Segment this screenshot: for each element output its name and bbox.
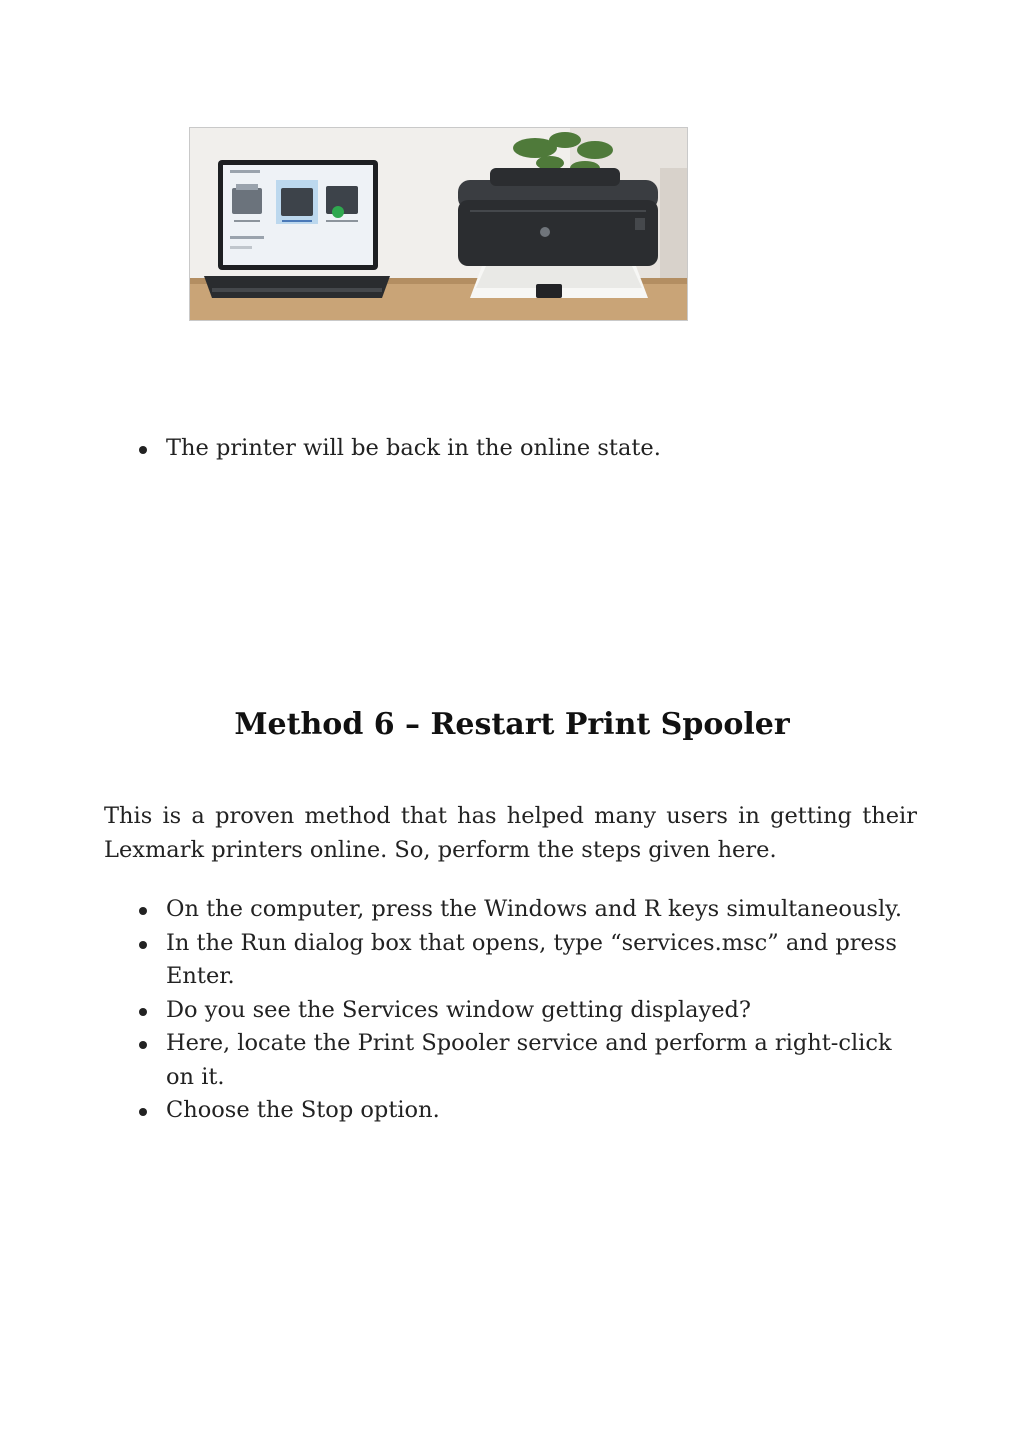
list-item: The printer will be back in the online state.	[137, 432, 917, 466]
list-item: In the Run dialog box that opens, type “services.msc” and press Enter.	[137, 927, 907, 994]
list-item: Choose the Stop option.	[137, 1094, 907, 1128]
intro-paragraph: This is a proven method that has helped many users in getting their Lexmark printers online. So, perform the steps given here.	[104, 803, 917, 863]
list-item: On the computer, press the Windows and R keys simultaneously.	[137, 893, 907, 927]
laptop-and-printer-illustration-icon	[190, 128, 688, 321]
section-heading: Method 6 – Restart Print Spooler	[234, 707, 790, 742]
list-item: Do you see the Services window getting displayed?	[137, 994, 907, 1028]
hero-image	[189, 127, 688, 321]
bullet-list-status	[137, 432, 917, 466]
steps-list	[137, 893, 907, 1128]
list-item: Here, locate the Print Spooler service and perform a right-click on it.	[137, 1027, 907, 1094]
